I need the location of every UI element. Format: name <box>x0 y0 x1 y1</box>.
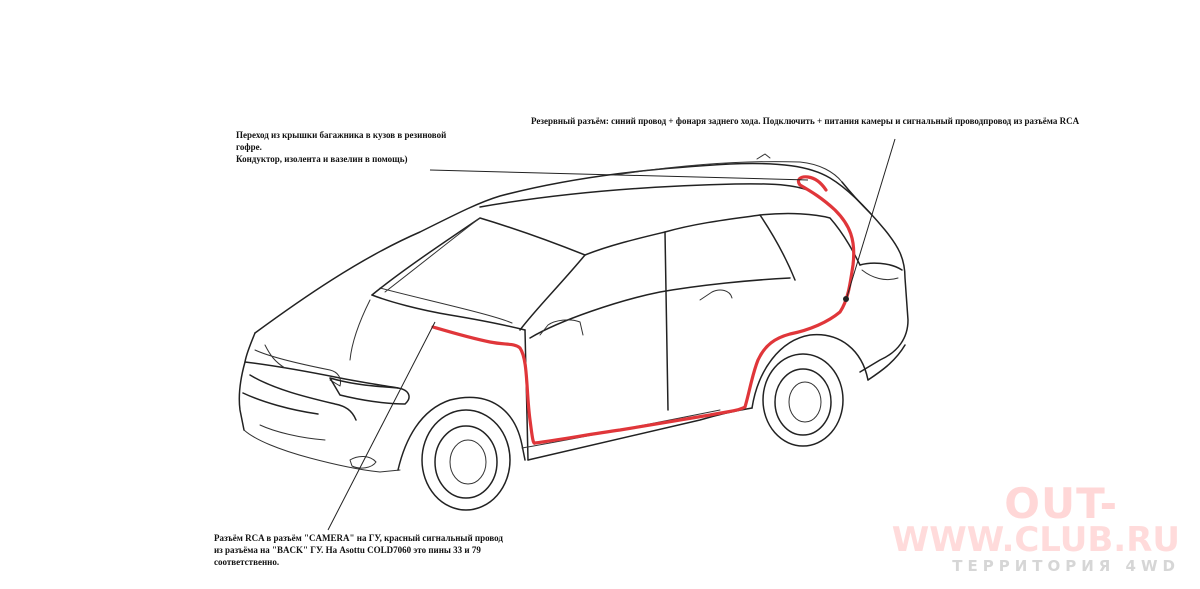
leader-rca-connector <box>328 322 435 530</box>
trunk-transition-note <box>236 129 456 165</box>
trunk-transition-line-1: Переход из крышки багажника в кузов в резиновой <box>236 130 447 140</box>
backup-connector-note: Резервный разъём: синий провод + фонаря заднего хода. Подключить + питания камеры и сигнальный проводпровод из разъёма RCA <box>531 116 1080 126</box>
watermark-subtitle: ТЕРРИТОРИЯ 4WD <box>952 557 1180 575</box>
cable-route-icon <box>433 177 854 443</box>
car-outline-icon <box>239 154 908 510</box>
watermark-url: WWW.CLUB.RU <box>891 520 1180 560</box>
rca-connector-line-2: из разъёма на "BACK" ГУ. На Asottu COLD7060 это пины 33 и 79 <box>214 545 481 555</box>
rca-connector-line-3: соответственно. <box>214 557 280 567</box>
trunk-transition-line-2: гофре. <box>236 142 262 152</box>
watermark-out: OUT- <box>1004 479 1118 528</box>
rca-connector-line-1: Разъём RCA в разъём "CAMERA" на ГУ, красный сигнальный провод <box>214 533 503 543</box>
rca-connector-note <box>214 532 503 568</box>
trunk-transition-line-3: Кондуктор, изолента и вазелин в помощь) <box>236 154 408 164</box>
connector-dot <box>843 296 849 302</box>
leader-trunk-transition <box>430 170 808 180</box>
